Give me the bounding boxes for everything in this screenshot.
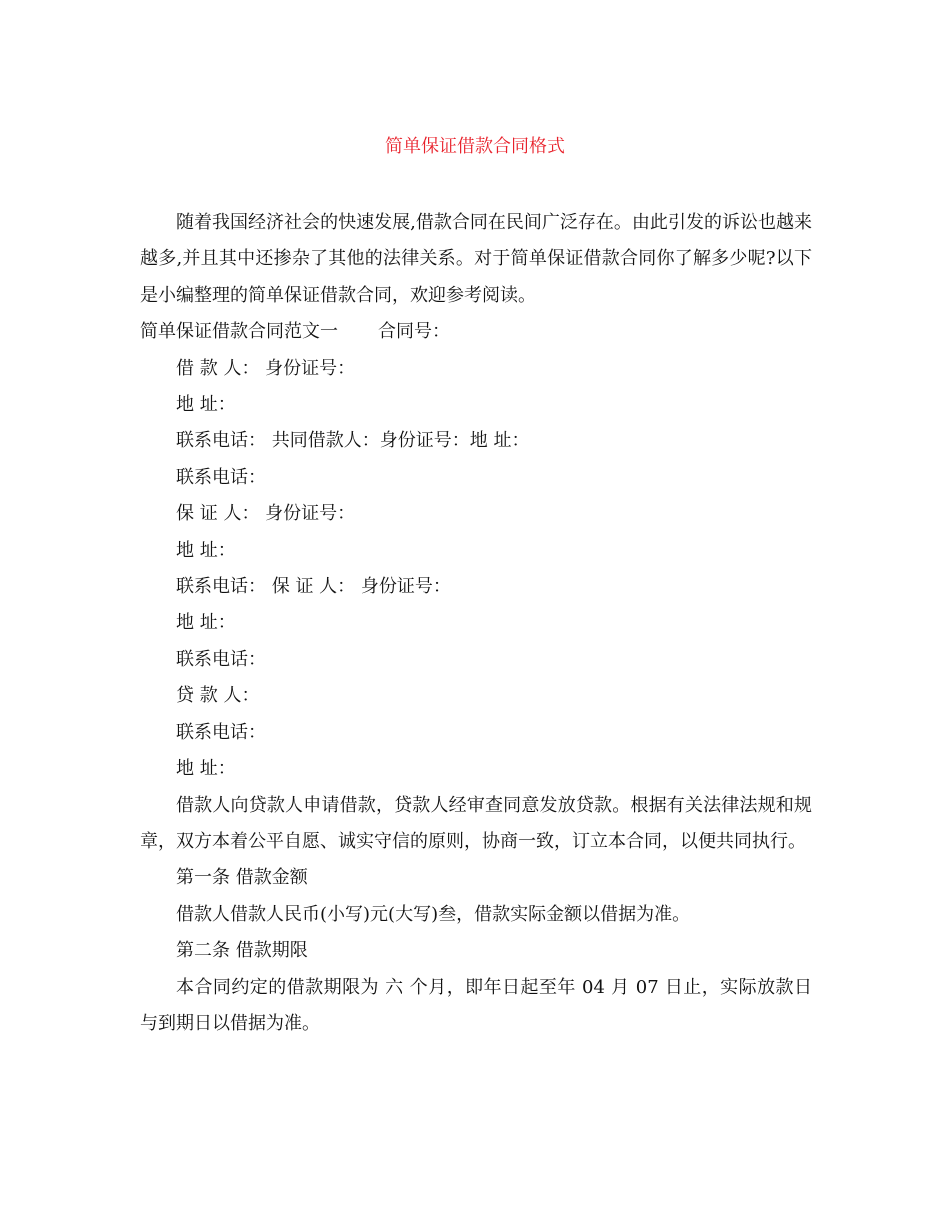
party-line: 借 款 人： 身份证号： — [176, 357, 356, 379]
party-line: 联系电话： — [176, 466, 266, 488]
document-title: 简单保证借款合同格式 — [385, 136, 565, 157]
party-line: 联系电话： 保 证 人： 身份证号： — [176, 576, 451, 598]
party-line: 地 址： — [176, 539, 236, 561]
intro-paragraph: 随着我国经济社会的快速发展,借款合同在民间广泛存在。由此引发的诉讼也越来越多,并且其中还掺杂了其他的法律关系。对于简单保证借款合同你了解多少呢?以下是小编整理的简单保证借款合同，欢迎参考阅读。 — [140, 212, 812, 306]
contract-number-label: 合同号： — [378, 321, 450, 343]
party-line: 地 址： — [176, 758, 236, 780]
article-heading: 第二条 借款期限 — [176, 940, 308, 962]
article-text: 借款人借款人民币(小写)元(大写)叁，借款实际金额以借据为准。 — [176, 903, 691, 925]
party-line: 保 证 人： 身份证号： — [176, 503, 356, 525]
party-line: 联系电话： 共同借款人：身份证号：地 址： — [176, 430, 530, 452]
article-text: 本合同约定的借款期限为 六 个月，即年日起至年 04 月 07 日止，实际放款日与到期日以借据为准。 — [140, 976, 812, 1034]
party-line: 联系电话： — [176, 721, 266, 743]
sample-heading-line — [140, 314, 812, 350]
article-heading: 第一条 借款金额 — [176, 867, 308, 889]
sample-heading: 简单保证借款合同范文一 — [140, 321, 338, 343]
document-body — [140, 205, 812, 1042]
party-line: 贷 款 人： — [176, 685, 260, 707]
party-line: 地 址： — [176, 394, 236, 416]
party-line: 联系电话： — [176, 648, 266, 670]
party-line: 地 址： — [176, 612, 236, 634]
preamble-paragraph: 借款人向贷款人申请借款，贷款人经审查同意发放贷款。根据有关法律法规和规章，双方本着公平自愿、诚实守信的原则，协商一致，订立本合同，以便共同执行。 — [140, 794, 812, 852]
